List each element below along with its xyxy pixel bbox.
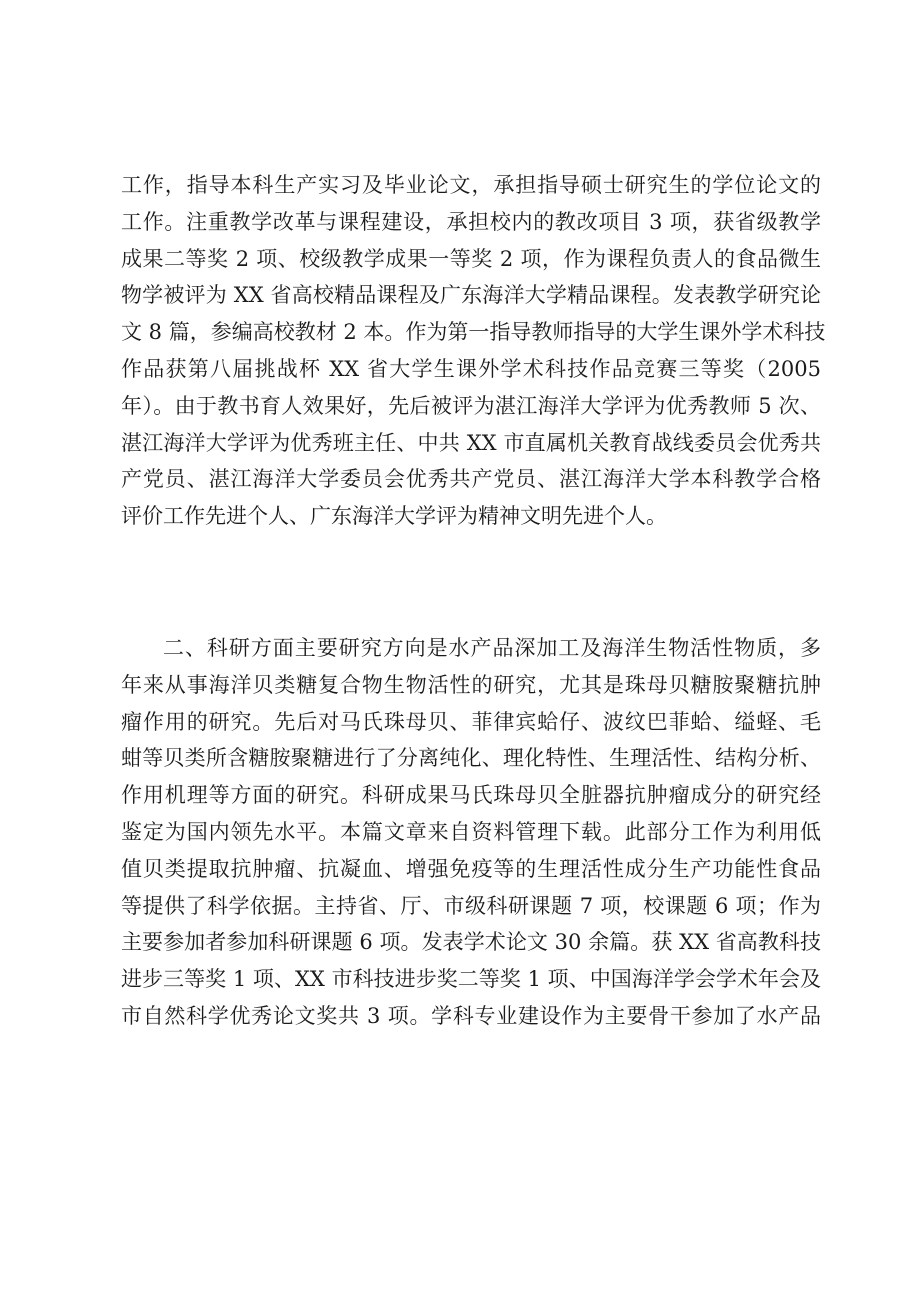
text-line: 鉴定为国内领先水平。本篇文章来自资料管理下载。此部分工作为利用低 [121, 819, 821, 844]
text-line: 文 8 篇，参编高校教材 2 本。作为第一指导教师指导的大学生课外学术科技 [121, 320, 826, 345]
paragraph-research [121, 630, 821, 1035]
text-line: 作品获第八届挑战杯 XX 省大学生课外学术科技作品竞赛三等奖（2005 [121, 356, 821, 381]
text-line: 年来从事海洋贝类糖复合物生物活性的研究，尤其是珠母贝糖胺聚糖抗肿 [121, 672, 821, 697]
text-line: 蚶等贝类所含糖胺聚糖进行了分离纯化、理化特性、生理活性、结构分析、 [121, 746, 821, 771]
text-line: 工作，指导本科生产实习及毕业论文，承担指导硕士研究生的学位论文的 [121, 173, 821, 197]
text-line: 工作。注重教学改革与课程建设，承担校内的教改项目 3 项，获省级教学 [121, 209, 821, 234]
text-line: 等提供了科学依据。主持省、厅、市级科研课题 7 项，校课题 6 项；作为 [121, 893, 821, 918]
text-line: 进步三等奖 1 项、XX 市科技进步奖二等奖 1 项、中国海洋学会学术年会及 [121, 967, 821, 992]
text-line: 瘤作用的研究。先后对马氏珠母贝、菲律宾蛤仔、波纹巴菲蛤、缢蛏、毛 [121, 709, 821, 734]
text-line: 值贝类提取抗肿瘤、抗凝血、增强免疫等的生理活性成分生产功能性食品 [121, 856, 821, 881]
text-line: 产党员、湛江海洋大学委员会优秀共产党员、湛江海洋大学本科教学合格 [121, 467, 821, 492]
text-line: 成果二等奖 2 项、校级教学成果一等奖 2 项，作为课程负责人的食品微生 [121, 246, 821, 271]
text-line: 湛江海洋大学评为优秀班主任、中共 XX 市直属机关教育战线委员会优秀共 [121, 430, 821, 455]
text-line: 主要参加者参加科研课题 6 项。发表学术论文 30 余篇。获 XX 省高教科技 [121, 930, 821, 955]
text-line: 年）。由于教书育人效果好，先后被评为湛江海洋大学评为优秀教师 5 次、 [121, 393, 821, 418]
text-line: 评价工作先进个人、广东海洋大学评为精神文明先进个人。 [121, 504, 667, 529]
text-line: 物学被评为 XX 省高校精品课程及广东海洋大学精品课程。发表教学研究论 [121, 283, 821, 308]
text-line: 二、科研方面主要研究方向是水产品深加工及海洋生物活性物质，多 [163, 636, 821, 660]
text-line: 市自然科学优秀论文奖共 3 项。学科专业建设作为主要骨干参加了水产品 [121, 1003, 821, 1028]
paragraph-teaching [121, 167, 826, 535]
text-line: 作用机理等方面的研究。科研成果马氏珠母贝全脏器抗肿瘤成分的研究经 [121, 783, 821, 808]
